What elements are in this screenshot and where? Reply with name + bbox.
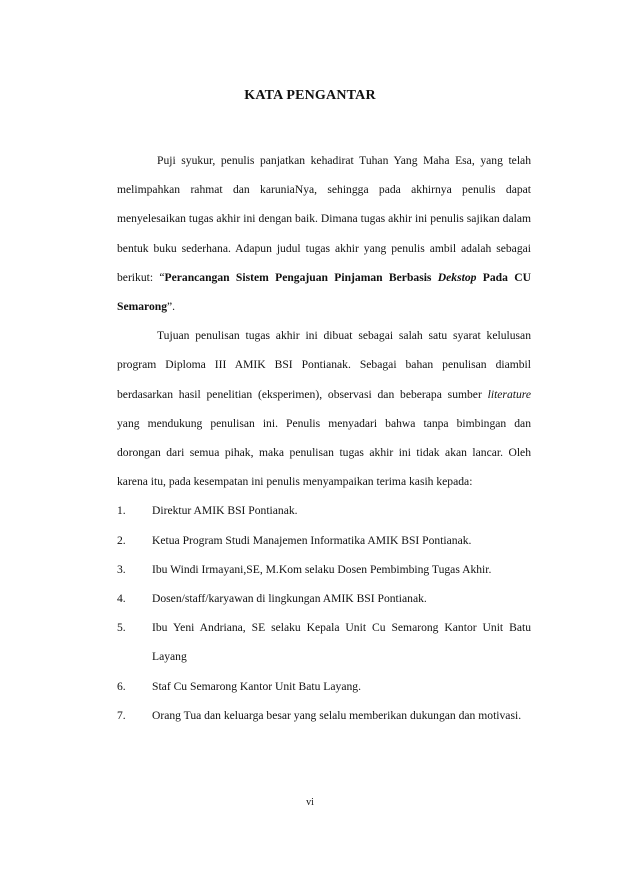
paragraph-text: Tujuan penulisan tugas akhir ini dibuat sebagai salah satu syarat kelulusan program Diploma III AMIK BSI Pontianak. Sebagai bahan penulisan diambil berdasarkan hasil penelitian (eksperimen), observasi dan beberapa sumber [117, 329, 531, 401]
list-number: 2. [117, 533, 126, 547]
list-item [117, 701, 531, 730]
list-item [117, 613, 531, 671]
list-item [117, 496, 531, 525]
list-number: 7. [117, 708, 126, 722]
list-text: Ketua Program Studi Manajemen Informatika AMIK BSI Pontianak. [152, 533, 472, 547]
list-text: Dosen/staff/karyawan di lingkungan AMIK BSI Pontianak. [152, 592, 427, 606]
list-number: 3. [117, 562, 126, 576]
thesis-title [117, 271, 531, 313]
list-item [117, 526, 531, 555]
list-item [117, 584, 531, 613]
list-number: 6. [117, 679, 126, 693]
paragraph-text: Puji syukur, penulis panjatkan kehadirat Tuhan Yang Maha Esa, yang telah melimpahkan rahmat dan karuniaNya, sehingga pada akhirnya penulis dapat menyelesaikan tugas akhir ini dengan baik. Dimana tugas akhir ini penulis sajikan dalam bentuk buku sederhana. Adapun judul tugas akhir yang penulis ambil adalah sebagai berikut: “ [117, 154, 531, 284]
paragraph-intro [117, 146, 531, 321]
italic-term: literature [487, 387, 531, 401]
paragraph-text-end: yang mendukung penulisan ini. Penulis menyadari bahwa tanpa bimbingan dan dorongan dari semua pihak, maka penulisan tugas akhir ini tidak akan lancar. Oleh karena itu, pada kesempatan ini penulis menyampaikan terima kasih kepada: [117, 416, 531, 489]
list-item [117, 672, 531, 701]
thesis-title-italic: Dekstop [437, 270, 477, 284]
paragraph-purpose [117, 321, 531, 496]
thesis-title-end: Pada CU Semarong [117, 270, 531, 314]
body-text [117, 146, 531, 730]
paragraph-end: ”. [167, 300, 176, 314]
page-title: KATA PENGANTAR [244, 88, 376, 103]
list-item [117, 555, 531, 584]
list-number: 4. [117, 592, 126, 606]
list-number: 1. [117, 504, 126, 518]
list-text: Direktur AMIK BSI Pontianak. [152, 504, 298, 518]
list-number: 5. [117, 621, 126, 635]
list-text: Ibu Yeni Andriana, SE selaku Kepala Unit Cu Semarong Kantor Unit Batu Layang [152, 621, 531, 664]
list-text: Orang Tua dan keluarga besar yang selalu memberikan dukungan dan motivasi. [152, 708, 522, 722]
page-number: vi [306, 797, 314, 808]
list-text: Staf Cu Semarong Kantor Unit Batu Layang. [152, 679, 361, 693]
acknowledgement-list [117, 496, 531, 730]
thesis-title-part: Perancangan Sistem Pengajuan Pinjaman Berbasis [164, 270, 438, 284]
list-text: Ibu Windi Irmayani,SE, M.Kom selaku Dosen Pembimbing Tugas Akhir. [152, 562, 492, 576]
